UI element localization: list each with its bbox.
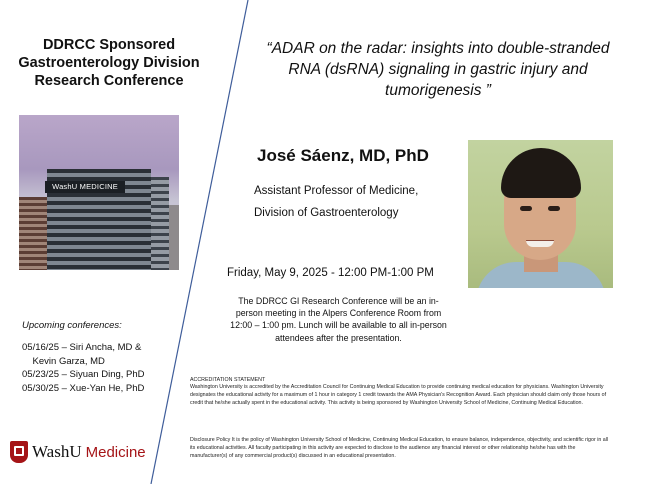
photo-eye-right (548, 206, 560, 211)
disclosure-policy: Disclosure Policy It is the policy of Washington University School of Medicine, Continuing Medical Education, to ensure balance, independence, objectivity, and scientific rigor in all its educational activities. All faculty participating in this activity are expected to disclose to the audience any financial interest or other relationship he/she has with the manufacturer(s) of any commercial product(s) discussed in an educational presentation. (190, 437, 609, 459)
talk-title-line-1: “ADAR on the radar: insights into double-stranded (266, 40, 610, 57)
building-sign: WashU MEDICINE (45, 181, 125, 193)
logo-medicine-text: Medicine (85, 443, 146, 461)
accreditation-body: Washington University is accredited by the Accreditation Council for Continuing Medical Education to provide continuing medical education for physicians. Washington University designates the educational activity for a maximum of 1 hour in category 1 credit towards the AMA Physician's Recognition Award. Each physician should claim only those hours of credit that he/she actually spent in the educational activity. This activity is being sponsored by Washington University School of Medicine, Continuing Medical Education. (190, 384, 607, 406)
speaker-role (254, 180, 418, 224)
upcoming-item: 05/23/25 – Siyuan Ding, PhD (22, 369, 145, 380)
logo-washu-text: WashU (32, 442, 82, 461)
upcoming-list (22, 341, 145, 395)
upcoming-item: 05/30/25 – Xue-Yan He, PhD (22, 382, 145, 394)
event-description: The DDRCC GI Research Conference will be an in-person meeting in the Alpers Conference Room from 12:00 – 1:00 pm. Lunch will be available to all in-person attendees after the presentation. (230, 296, 447, 343)
conference-title-line-1: DDRCC Sponsored (42, 37, 176, 53)
talk-title-line-2: RNA (dsRNA) signaling in gastric injury and (288, 61, 588, 78)
event-date-time: Friday, May 9, 2025 - 12:00 PM-1:00 PM (227, 267, 434, 279)
photo-hair (501, 148, 581, 198)
speaker-photo (468, 140, 613, 288)
speaker-role-line-2: Division of Gastroenterology (254, 207, 399, 219)
photo-mouth (526, 240, 554, 247)
talk-title-line-3: tumorigenesis ” (385, 82, 491, 99)
accreditation-heading: ACCREDITATION STATEMENT (190, 377, 266, 383)
building-photo (19, 115, 179, 270)
shield-icon (10, 441, 28, 463)
conference-title-line-2: Gastroenterology Division (18, 55, 200, 71)
speaker-name: José Sáenz, MD, PhD (257, 146, 429, 165)
upcoming-item: Kevin Garza, MD (22, 355, 105, 367)
washu-medicine-logo (10, 439, 146, 465)
building-left (19, 197, 49, 270)
building-tower-side (151, 177, 169, 270)
conference-title (10, 36, 208, 90)
conference-title-line-3: Research Conference (34, 73, 184, 89)
upcoming-item: 05/16/25 – Siri Ancha, MD & (22, 342, 142, 353)
upcoming-heading: Upcoming conferences: (22, 320, 122, 331)
photo-eye-left (520, 206, 532, 211)
building-right (169, 205, 179, 270)
speaker-role-line-1: Assistant Professor of Medicine, (254, 185, 419, 197)
talk-title (258, 38, 618, 101)
